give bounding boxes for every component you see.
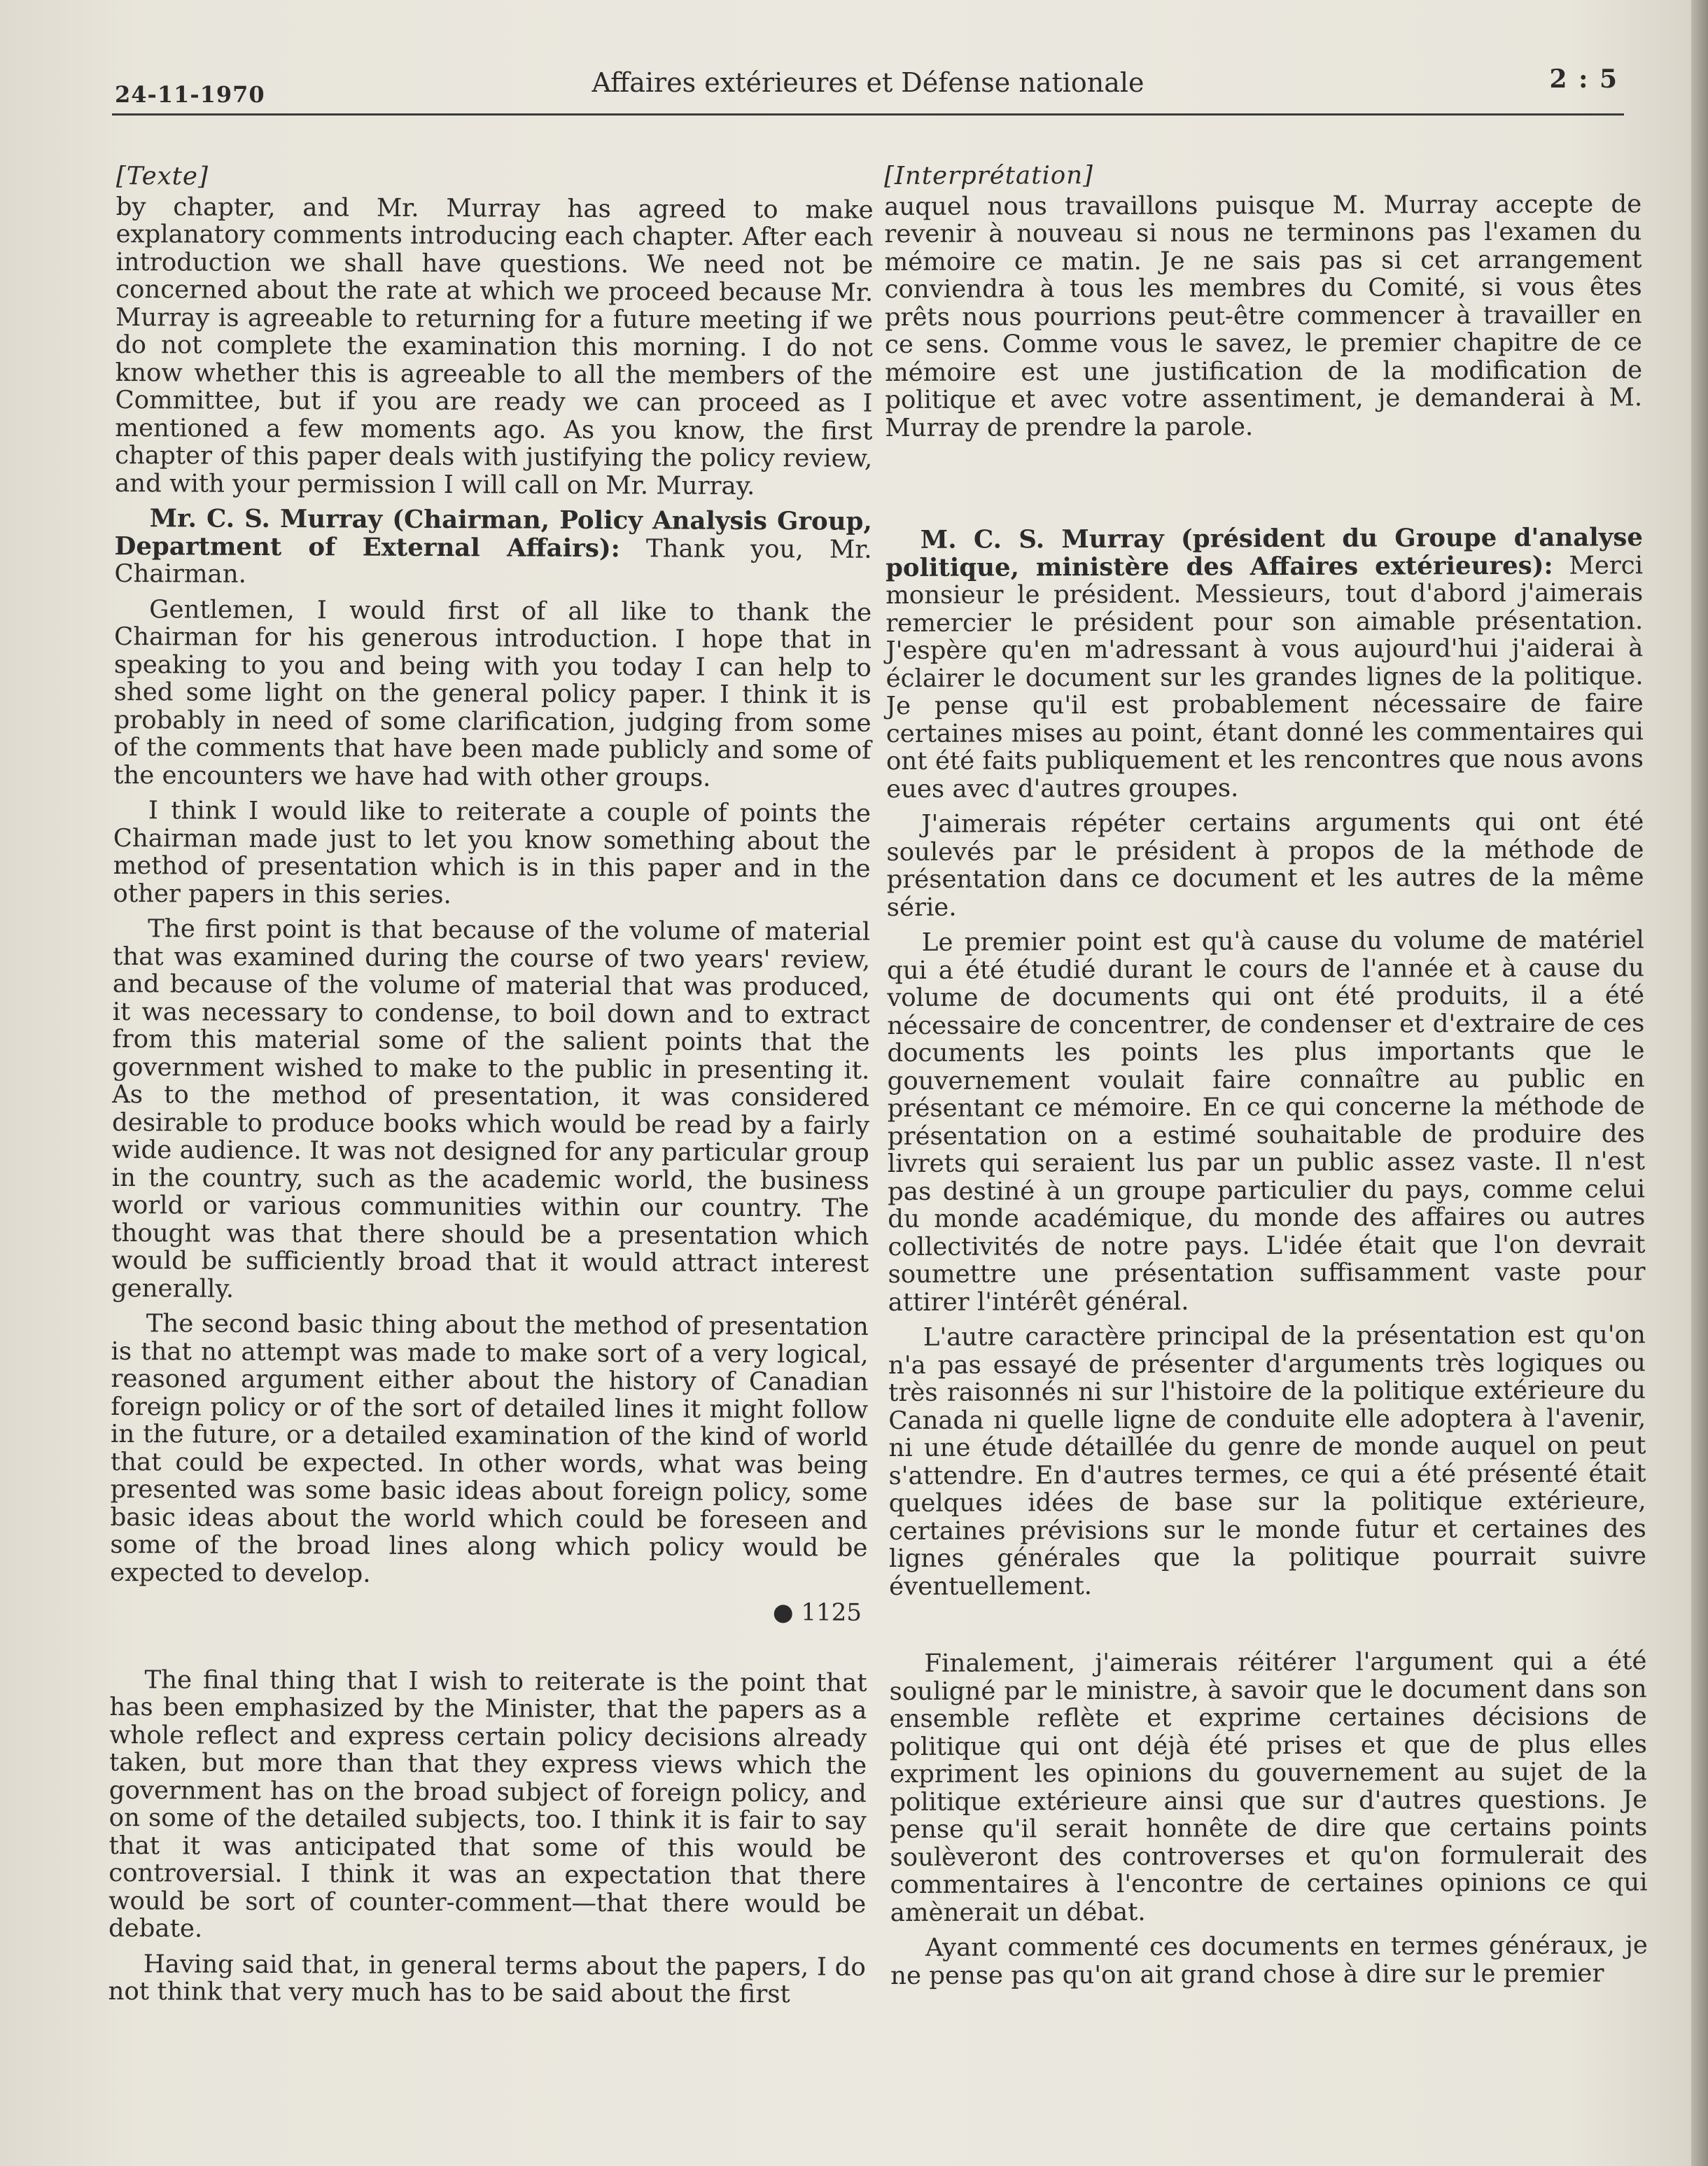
section-tag: [Texte] <box>115 162 209 191</box>
paragraph: The first point is that because of the volume of material that was examined during the course of two years' review, and because of the volume of material that was produced, it was necessary to condense, to boil down and to extract from this material some of the salient points that the government wished to make to the public in presenting it. As to the method of presentation, it was considered desirable to produce books which would be read by a fairly wide audience. It was not designed for any particular group in the country, such as the academic world, the business world or various communities within our country. The thought was that there should be a presentation which would be sufficiently broad that it would attract interest generally. <box>111 914 871 1304</box>
paragraph: auquel nous travaillons puisque M. Murray accepte de revenir à nouveau si nous ne terminons pas l'examen du mémoire ce matin. Je ne sais pas si cet arrangement conviendra à tous les membres du Comité, si vous êtes prêts nous pourrions peut-être commencer à travailler en ce sens. Comme vous le savez, le premier chapitre de ce mémoire est une justification de la modification de politique et avec votre assentiment, je demanderai à M. Murray de prendre la parole. <box>884 189 1643 442</box>
column-spacer <box>889 1605 1646 1650</box>
header-date: 24-11-1970 <box>115 81 265 108</box>
speaker-name: M. C. S. Murray (président du Groupe d'analyse politique, ministère des Affaires extérieures): <box>885 523 1643 582</box>
paragraph: Having said that, in general terms about the papers, I do not think that very much has to be said about the first <box>108 1949 866 2009</box>
left-column-english <box>108 162 874 2016</box>
paragraph: I think I would like to reiterate a couple of points the Chairman made just to let you know something about the method of presentation which is in this paper and in the other papers in this series. <box>113 796 872 909</box>
paragraph: Finalement, j'aimerais réitérer l'argument qui a été souligné par le ministre, à savoir que le document dans son ensemble reflète et exprime certaines décisions de politique qui ont déjà été prises et que de plus elles expriment les opinions du gouvernement au sujet de la politique extérieure ainsi que sur d'autres questions. Je pense qu'il serait honnête de dire que certains points soulèveront des controverses et qu'on formulerait des commentaires à l'encontre de certaines opinions ce qui amènerait un débat. <box>889 1647 1648 1927</box>
speaker-name: Mr. C. S. Murray (Chairman, Policy Analysis Group, Department of External Affairs): <box>114 504 872 563</box>
header-title: Affaires extérieures et Défense nationale <box>592 67 1144 98</box>
paragraph: by chapter, and Mr. Murray has agreed to make explanatory comments introducing each chapter. After each introduction we shall have questions. We need not be concerned about the rate at which we proceed because Mr. Murray is agreeable to returning for a future meeting if we do not complete the examination this morning. I do not know whether this is agreeable to all the members of the Committee, but if you are ready we can proceed as I mentioned a few moments ago. As you know, the first chapter of this paper deals with justifying the policy review, and with your permission I will call on Mr. Murray. <box>114 192 874 501</box>
paragraph: Gentlemen, I would first of all like to thank the Chairman for his generous introduction. I hope that in speaking to you and being with you today I can help to shed some light on the general policy paper. I think it is probably in need of some clarification, judging from some of the comments that have been made publicly and some of the encounters we have had with other groups. <box>113 594 872 792</box>
paragraph: Le premier point est qu'à cause du volume de matériel qui a été étudié durant le cours de l'année et à cause du volume de documents qui ont été produits, il a été nécessaire de concentrer, de condenser et d'extraire de ces documents les points les plus importants que le gouvernement voulait faire connaître au public en présentant ce mémoire. En ce qui concerne la méthode de présentation on a estimé souhaitable de produire des livrets qui seraient lus par un public assez vaste. Il n'est pas destiné à un groupe particulier du pays, comme celui du monde académique, du monde des affaires ou autres collectivités de notre pays. L'idée était que l'on devrait soumettre une présentation suffisamment vaste pour attirer l'intérêt général. <box>886 925 1646 1317</box>
page-edge <box>1691 0 1708 2166</box>
speaker-text: Merci monsieur le président. Messieurs, tout d'abord j'aimerais remercier le président pour son aimable présentation. J'espère qu'en m'adressant à vous aujourd'hui j'aiderai à éclairer le document sur les grandes lignes de la politique. Je pense qu'il est probablement nécessaire de faire certaines mises au point, étant donné les commentaires qui ont été faits publiquement et les rencontres que nous avons eues avec d'autres groupes. <box>886 550 1644 804</box>
speaker-paragraph <box>114 505 872 591</box>
column-spacer <box>885 447 1642 526</box>
header-page-number: 2 : 5 <box>1549 64 1618 94</box>
paragraph: Ayant commenté ces documents en termes généraux, je ne pense pas qu'on ait grand chose à dire sur le premier <box>890 1931 1648 1990</box>
paragraph: J'aimerais répéter certains arguments qui ont été soulevés par le président à propos de la méthode de présentation dans ce document et les autres de la même série. <box>886 807 1644 922</box>
paragraph: The final thing that I wish to reiterate is the point that has been emphasized by the Minister, that the papers as a whole reflect and express certain policy decisions already taken, but more than that they express views which the government has on the broad subject of foreign policy, and on some of the detailed subjects, too. I think it is fair to say that it was anticipated that some of this would be controversial. I think it was an expectation that there would be sort of counter-comment—that there would be debate. <box>108 1665 867 1943</box>
time-marker: ● 1125 <box>772 1598 862 1627</box>
section-tag: [Interprétation] <box>883 160 1093 190</box>
page-header <box>112 64 1624 116</box>
right-column-french <box>884 160 1648 1997</box>
speaker-text: Thank you, Mr. Chairman. <box>114 533 872 589</box>
paragraph: The second basic thing about the method of presentation is that no attempt was made to make sort of a very logical, reasoned argument either about the history of Canadian foreign policy or of the sort of detailed lines it might follow in the future, or a detailed examination of the kind of world that could be expected. In other words, what was being presented was some basic ideas about foreign policy, some basic ideas about the world which could be foreseen and some of the broad lines along which policy would be expected to develop. <box>110 1309 869 1588</box>
paragraph: L'autre caractère principal de la présentation est qu'on n'a pas essayé de présenter d'arguments très logiques ou très raisonnés ni sur l'histoire de la politique extérieure du Canada ni quelle ligne de conduite elle adoptera à l'avenir, ni une étude détaillée du genre de monde auquel on peut s'attendre. En d'autres termes, ce qui a été présenté était quelques idées de base sur la politique extérieure, certaines prévisions sur le monde futur et certaines des lignes générales que la politique pourrait suivre éventuellement. <box>888 1320 1647 1601</box>
speaker-paragraph <box>886 524 1644 803</box>
